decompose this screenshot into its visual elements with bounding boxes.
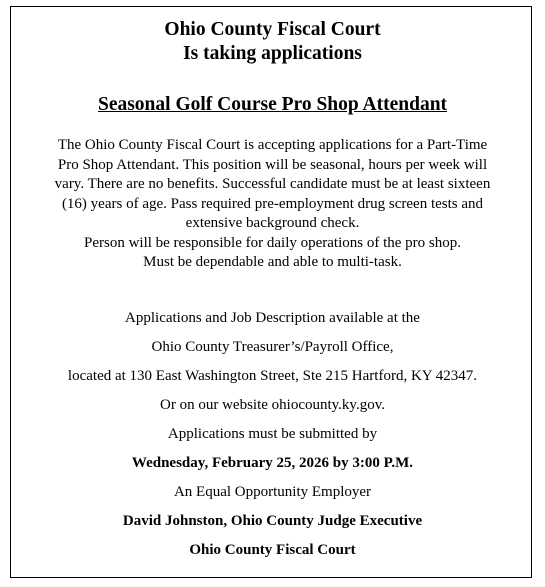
info-line: Applications must be submitted by bbox=[167, 426, 378, 442]
header-subtitle: Is taking applications bbox=[183, 43, 362, 64]
description-line: Person will be responsible for daily operations of the pro shop. bbox=[83, 234, 461, 251]
deadline: Wednesday, February 25, 2026 by 3:00 P.M. bbox=[131, 455, 414, 471]
website-line: Or on our website ohiocounty.ky.gov. bbox=[160, 397, 385, 413]
info-line: Applications and Job Description available at the bbox=[125, 310, 420, 326]
employer-statement: An Equal Opportunity Employer bbox=[173, 484, 372, 500]
description-line: Pro Shop Attendant. This position will be seasonal, hours per week will bbox=[57, 156, 488, 173]
info-line: Ohio County Treasurer’s/Payroll Office, bbox=[151, 339, 394, 355]
signature-name: David Johnston, Ohio County Judge Executive bbox=[122, 513, 423, 529]
description-line: extensive background check. bbox=[185, 215, 360, 231]
signature-org: Ohio County Fiscal Court bbox=[189, 542, 356, 558]
info-line: located at 130 East Washington Street, Ste 215 Hartford, KY 42347. bbox=[67, 368, 478, 384]
description-line: vary. There are no benefits. Successful candidate must be at least sixteen bbox=[54, 176, 491, 192]
description-line: The Ohio County Fiscal Court is accepting applications for a Part-Time bbox=[57, 137, 488, 153]
position-title: Seasonal Golf Course Pro Shop Attendant bbox=[97, 94, 448, 115]
header-title: Ohio County Fiscal Court bbox=[164, 19, 381, 40]
description-line: Must be dependable and able to multi-task. bbox=[143, 254, 402, 270]
description-line: (16) years of age. Pass required pre-employment drug screen tests and bbox=[61, 195, 484, 212]
